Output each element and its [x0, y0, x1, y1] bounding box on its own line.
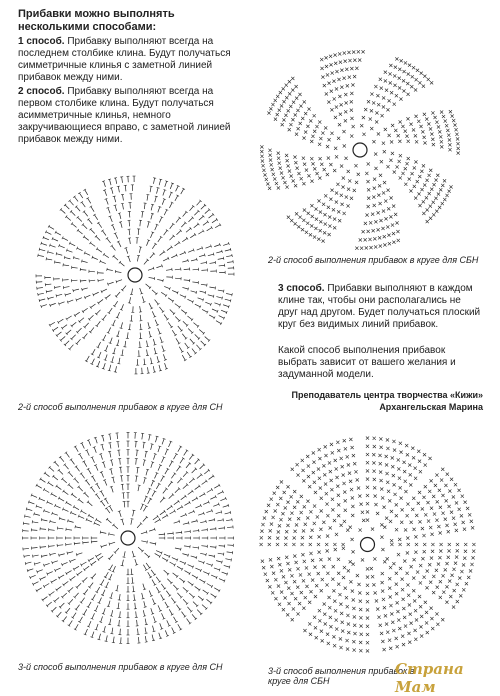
- center-ring-icon: [128, 268, 142, 282]
- chart-symbols: [260, 437, 476, 653]
- center-ring-icon: [361, 538, 375, 552]
- center-ring-icon: [353, 143, 367, 157]
- caption-top-right: 2-й способ выполнения прибавок в круге для СБН: [268, 255, 479, 265]
- method3-text-block: [278, 283, 483, 413]
- diagram-top-right: [255, 45, 465, 255]
- method3-title: 3 способ.: [278, 283, 325, 294]
- chart-symbols: [22, 432, 233, 643]
- chart-symbols: [260, 50, 460, 250]
- author-role: Преподаватель центра творчества «Кижи»: [291, 390, 483, 400]
- method2-title: 2 способ.: [18, 86, 65, 97]
- conclusion-text: Какой способ выполнения прибавок выбрать зависит от вашего желания и задуманной модели.: [278, 345, 456, 380]
- diagram-bottom-left: [18, 428, 238, 648]
- watermark-logo: Страна Мам: [395, 660, 464, 696]
- center-ring-icon: [121, 531, 135, 545]
- author-name: Архангельская Марина: [379, 402, 483, 412]
- method3-text: Прибавки выполняют в каждом клине так, чтобы они располагались не друг над другом. Будет получаться плоский круг без видимых линий прибавок.: [278, 283, 481, 330]
- caption-middle-left: 2-й способ выполнения прибавок в круге для СН: [18, 402, 223, 412]
- intro-heading: Прибавки можно выполнять несколькими способами:: [18, 8, 175, 33]
- diagram-bottom-right: [255, 432, 480, 657]
- caption-bottom-left: 3-й способ выполнения прибавок в круге для СН: [18, 662, 223, 672]
- intro-text: [18, 8, 238, 146]
- method1-title: 1 способ.: [18, 36, 65, 47]
- method1-text: Прибавку выполняют всегда на последнем столбике клина. Будут получаться симметричные клинья с заметной линией прибавок между ними.: [18, 36, 231, 83]
- diagram-middle-left: [30, 170, 240, 380]
- caption-bottom-right: 3-й способ выполнения прибавок в круге для СБН: [268, 666, 415, 686]
- method2-text: Прибавку выполняют всегда на первом столбике клина. Будут получаться асимметричные клинья, немного закручивающиеся вправо, с заметной линией прибавок между ними.: [18, 86, 231, 145]
- chart-symbols: [36, 176, 234, 374]
